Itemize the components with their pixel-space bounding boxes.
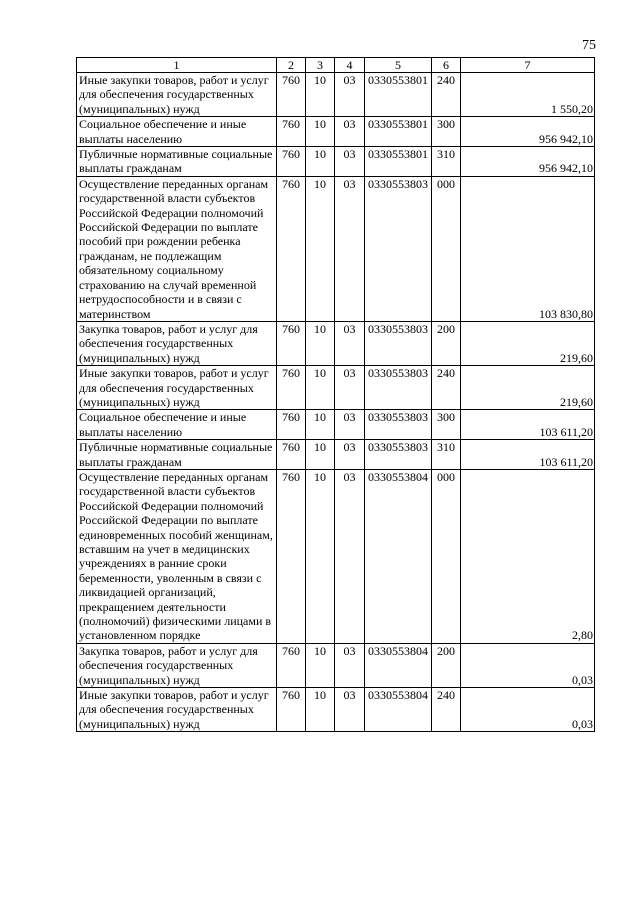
row-amount: 0,03 xyxy=(461,643,595,687)
row-code-5: 0330553804 xyxy=(365,688,432,732)
row-code-6: 000 xyxy=(432,469,461,643)
row-code-4: 03 xyxy=(335,117,365,147)
col-header-5: 5 xyxy=(365,58,432,73)
col-header-3: 3 xyxy=(306,58,335,73)
row-name: Публичные нормативные социальные выплаты гражданам xyxy=(77,440,277,470)
row-code-2: 760 xyxy=(277,688,306,732)
row-code-2: 760 xyxy=(277,117,306,147)
row-code-6: 310 xyxy=(432,147,461,177)
row-code-5: 0330553803 xyxy=(365,321,432,365)
row-code-5: 0330553804 xyxy=(365,469,432,643)
row-code-2: 760 xyxy=(277,321,306,365)
row-code-6: 300 xyxy=(432,117,461,147)
row-code-4: 03 xyxy=(335,688,365,732)
row-code-6: 240 xyxy=(432,688,461,732)
row-code-5: 0330553804 xyxy=(365,643,432,687)
row-code-2: 760 xyxy=(277,440,306,470)
row-code-4: 03 xyxy=(335,440,365,470)
row-code-3: 10 xyxy=(306,410,335,440)
row-name: Закупка товаров, работ и услуг для обеспечения государственных (муниципальных) нужд xyxy=(77,643,277,687)
row-amount: 219,60 xyxy=(461,321,595,365)
row-code-5: 0330553801 xyxy=(365,117,432,147)
budget-table xyxy=(76,57,595,732)
row-code-4: 03 xyxy=(335,469,365,643)
table-row xyxy=(77,147,595,177)
row-code-3: 10 xyxy=(306,469,335,643)
row-code-6: 240 xyxy=(432,73,461,117)
row-amount: 0,03 xyxy=(461,688,595,732)
row-code-3: 10 xyxy=(306,321,335,365)
row-code-4: 03 xyxy=(335,147,365,177)
row-code-3: 10 xyxy=(306,688,335,732)
row-code-3: 10 xyxy=(306,440,335,470)
row-code-2: 760 xyxy=(277,147,306,177)
row-code-6: 240 xyxy=(432,366,461,410)
row-name: Закупка товаров, работ и услуг для обеспечения государственных (муниципальных) нужд xyxy=(77,321,277,365)
table-row xyxy=(77,176,595,321)
header-row xyxy=(77,58,595,73)
row-code-3: 10 xyxy=(306,643,335,687)
row-name: Иные закупки товаров, работ и услуг для обеспечения государственных (муниципальных) нужд xyxy=(77,73,277,117)
row-name: Социальное обеспечение и иные выплаты населению xyxy=(77,117,277,147)
col-header-7: 7 xyxy=(461,58,595,73)
row-code-4: 03 xyxy=(335,73,365,117)
col-header-1: 1 xyxy=(77,58,277,73)
row-code-6: 000 xyxy=(432,176,461,321)
row-code-3: 10 xyxy=(306,73,335,117)
row-code-5: 0330553803 xyxy=(365,366,432,410)
row-code-2: 760 xyxy=(277,469,306,643)
row-code-2: 760 xyxy=(277,73,306,117)
row-code-3: 10 xyxy=(306,147,335,177)
row-code-4: 03 xyxy=(335,643,365,687)
row-amount: 103 611,20 xyxy=(461,410,595,440)
row-name: Осуществление переданных органам государственной власти субъектов Российской Федерации полномочий Российской Федерации по выплате единовременных пособий женщинам, вставшим на учет в медицинских учреждениях в ранние сроки беременности, уволенным в связи с ликвидацией организаций, прекращением деятельности (полномочий) физическими лицами в установленном порядке xyxy=(77,469,277,643)
row-name: Социальное обеспечение и иные выплаты населению xyxy=(77,410,277,440)
table-row xyxy=(77,410,595,440)
row-code-6: 200 xyxy=(432,643,461,687)
row-amount: 2,80 xyxy=(461,469,595,643)
row-name: Иные закупки товаров, работ и услуг для обеспечения государственных (муниципальных) нужд xyxy=(77,688,277,732)
row-code-5: 0330553801 xyxy=(365,73,432,117)
row-code-5: 0330553801 xyxy=(365,147,432,177)
page-number: 75 xyxy=(582,38,596,53)
row-code-6: 300 xyxy=(432,410,461,440)
row-amount: 1 550,20 xyxy=(461,73,595,117)
row-amount: 103 611,20 xyxy=(461,440,595,470)
table-row xyxy=(77,469,595,643)
row-code-5: 0330553803 xyxy=(365,176,432,321)
col-header-6: 6 xyxy=(432,58,461,73)
row-amount: 956 942,10 xyxy=(461,117,595,147)
table-row xyxy=(77,117,595,147)
col-header-4: 4 xyxy=(335,58,365,73)
row-code-5: 0330553803 xyxy=(365,440,432,470)
row-amount: 956 942,10 xyxy=(461,147,595,177)
row-code-4: 03 xyxy=(335,366,365,410)
row-code-4: 03 xyxy=(335,176,365,321)
row-code-2: 760 xyxy=(277,643,306,687)
table-row xyxy=(77,688,595,732)
table-row xyxy=(77,321,595,365)
col-header-2: 2 xyxy=(277,58,306,73)
row-code-4: 03 xyxy=(335,410,365,440)
row-code-2: 760 xyxy=(277,176,306,321)
row-code-2: 760 xyxy=(277,410,306,440)
table-row xyxy=(77,643,595,687)
table-row xyxy=(77,73,595,117)
row-code-4: 03 xyxy=(335,321,365,365)
row-code-5: 0330553803 xyxy=(365,410,432,440)
row-code-3: 10 xyxy=(306,176,335,321)
row-code-6: 310 xyxy=(432,440,461,470)
row-amount: 103 830,80 xyxy=(461,176,595,321)
table-row xyxy=(77,366,595,410)
row-name: Иные закупки товаров, работ и услуг для обеспечения государственных (муниципальных) нужд xyxy=(77,366,277,410)
row-code-6: 200 xyxy=(432,321,461,365)
row-code-3: 10 xyxy=(306,366,335,410)
row-code-3: 10 xyxy=(306,117,335,147)
row-amount: 219,60 xyxy=(461,366,595,410)
row-code-2: 760 xyxy=(277,366,306,410)
row-name: Публичные нормативные социальные выплаты гражданам xyxy=(77,147,277,177)
table-row xyxy=(77,440,595,470)
row-name: Осуществление переданных органам государственной власти субъектов Российской Федерации полномочий Российской Федерации по выплате пособий при рождении ребенка гражданам, не подлежащим обязательному социальному страхованию на случай временной нетрудоспособности и в связи с материнством xyxy=(77,176,277,321)
